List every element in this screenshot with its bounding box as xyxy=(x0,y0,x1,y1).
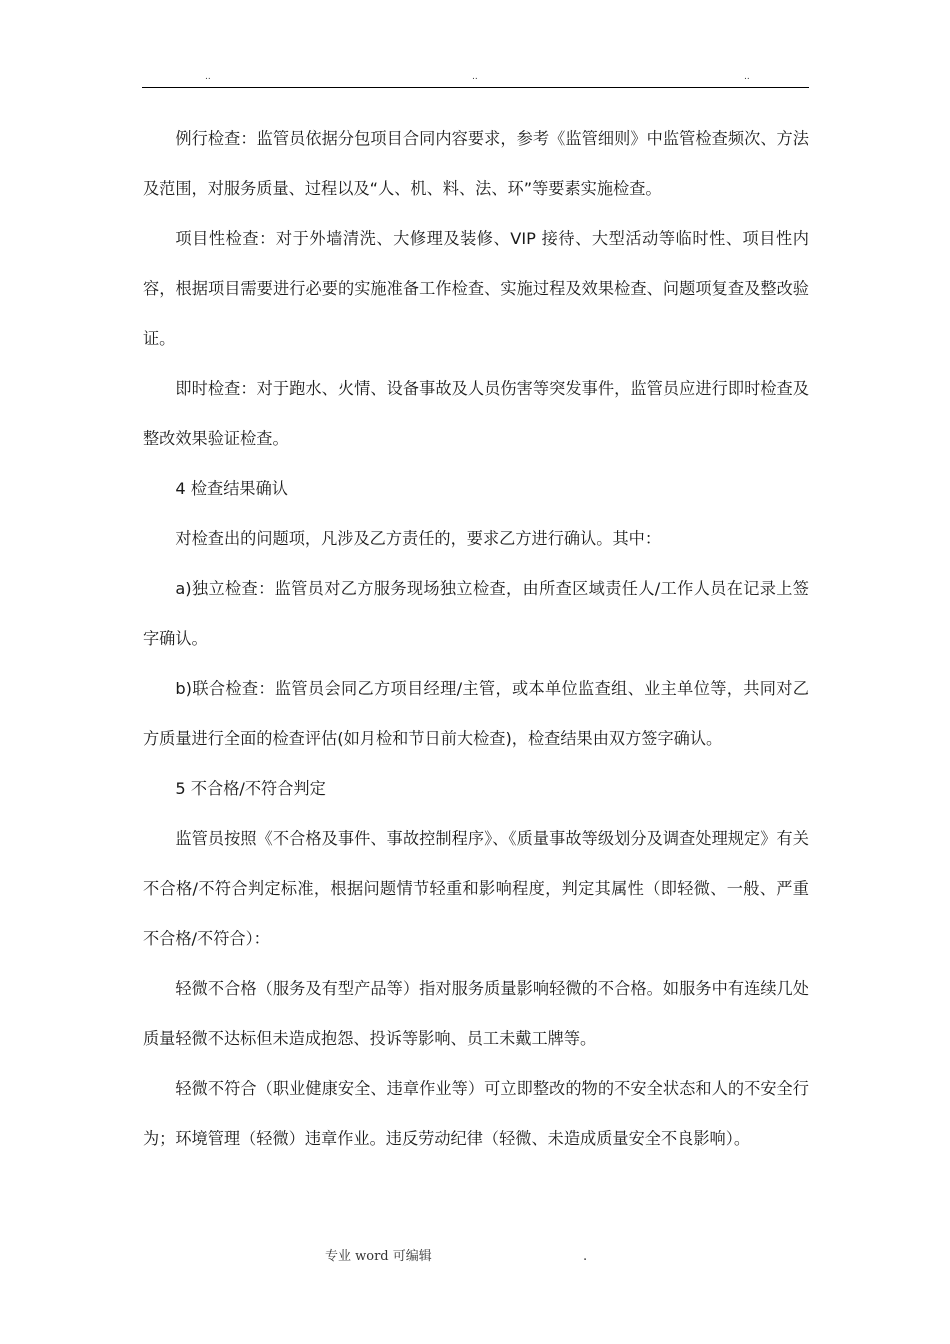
section-heading-nonconformity: 5 不合格/不符合判定 xyxy=(175,779,326,798)
paragraph-nonconformity-criteria: 监管员按照《不合格及事件、事故控制程序》、《质量事故等级划分及调查处理规定》有关不合格/不符合判定标准，根据问题情节轻重和影响程度，判定其属性（即轻微、一般、严重不合格/不符合）： xyxy=(143,829,809,948)
section-heading-result-confirmation: 4 检查结果确认 xyxy=(175,479,288,498)
paragraph-minor-noncompliance: 轻微不符合（职业健康安全、违章作业等）可立即整改的物的不安全状态和人的不安全行为；环境管理（轻微）违章作业。违反劳动纪律（轻微、未造成质量安全不良影响）。 xyxy=(143,1079,809,1148)
paragraph-confirmation-intro: 对检查出的问题项，凡涉及乙方责任的，要求乙方进行确认。其中： xyxy=(175,529,662,548)
paragraph-minor-nonconformity: 轻微不合格（服务及有型产品等）指对服务质量影响轻微的不合格。如服务中有连续几处质量轻微不达标但未造成抱怨、投诉等影响、员工未戴工牌等。 xyxy=(143,979,809,1048)
footer-text: 专业 word 可编辑 xyxy=(325,1249,432,1264)
paragraph-independent-inspection: a)独立检查：监管员对乙方服务现场独立检查，由所查区域责任人/工作人员在记录上签字确认。 xyxy=(143,579,809,648)
paragraph-immediate-inspection: 即时检查：对于跑水、火情、设备事故及人员伤害等突发事件，监管员应进行即时检查及整改效果验证检查。 xyxy=(143,379,809,448)
header-mark-middle: .. xyxy=(472,72,478,82)
footer-dot: . xyxy=(583,1249,588,1264)
header-mark-left: .. xyxy=(205,72,211,82)
paragraph-project-inspection: 项目性检查：对于外墙清洗、大修理及装修、VIP 接待、大型活动等临时性、项目性内容，根据项目需要进行必要的实施准备工作检查、实施过程及效果检查、问题项复查及整改验证。 xyxy=(143,229,809,348)
paragraph-routine-inspection: 例行检查：监管员依据分包项目合同内容要求，参考《监管细则》中监管检查频次、方法及范围，对服务质量、过程以及“人、机、料、法、环”等要素实施检查。 xyxy=(143,129,809,198)
document-body xyxy=(143,114,809,1164)
paragraph-joint-inspection: b)联合检查：监管员会同乙方项目经理/主管，或本单位监查组、业主单位等，共同对乙方质量进行全面的检查评估(如月检和节日前大检查)，检查结果由双方签字确认。 xyxy=(143,679,809,748)
header-mark-right: .. xyxy=(744,72,750,82)
page-header xyxy=(142,70,809,88)
